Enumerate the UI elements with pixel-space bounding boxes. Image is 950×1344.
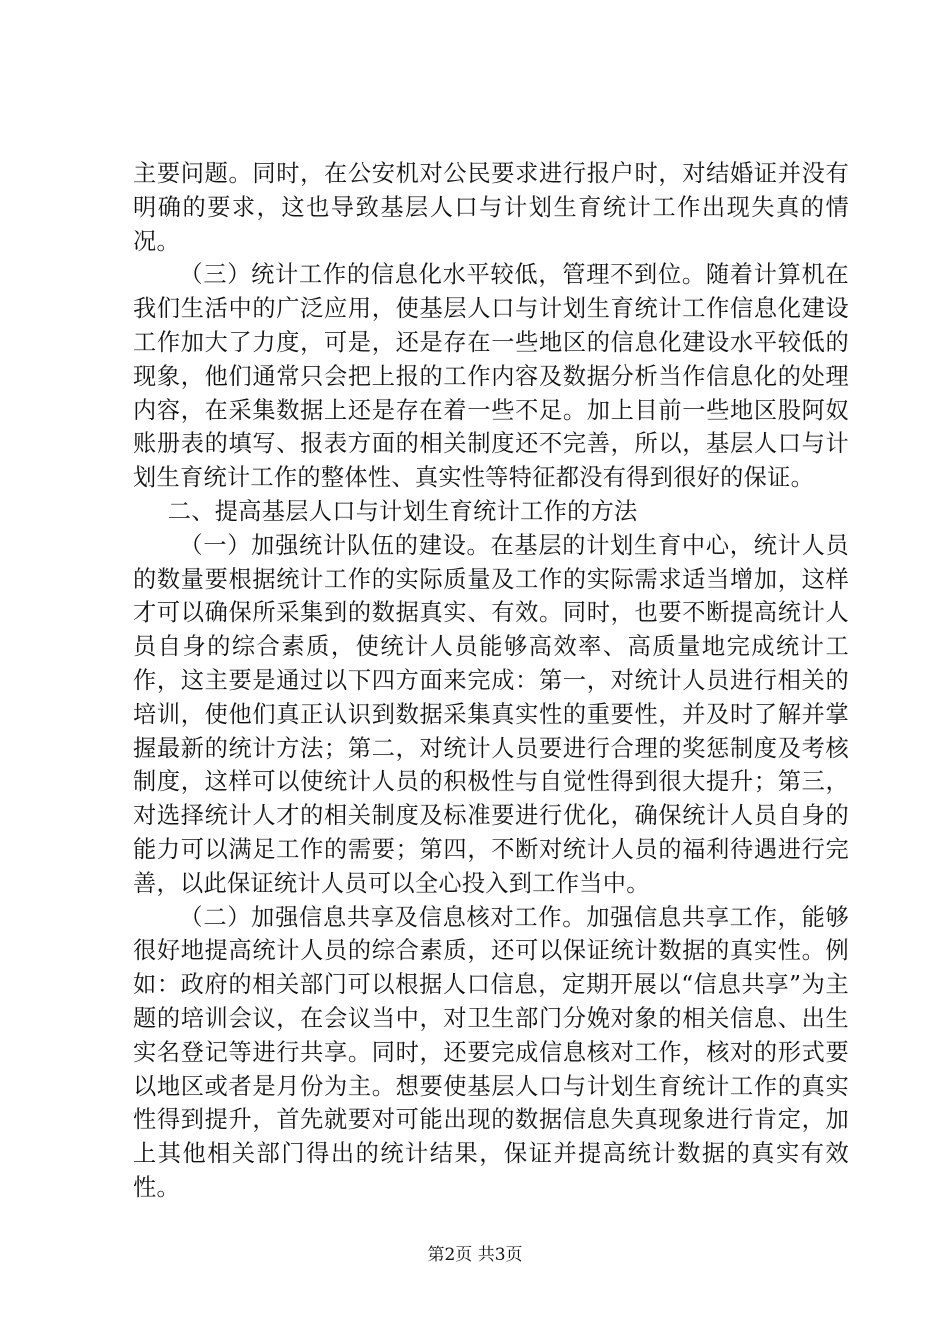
paragraph-section-3: （三）统计工作的信息化水平较低，管理不到位。随着计算机在我们生活中的广泛应用，使基层人口与计划生育统计工作信息化建设工作加大了力度，可是，还是存在一些地区的信息化建设水平较低的现象，他们通常只会把上报的工作内容及数据分析当作信息化的处理内容，在采集数据上还是存在着一些不足。加上目前一些地区股阿奴账册表的填写、报表方面的相关制度还不完善，所以，基层人口与计划生育统计工作的整体性、真实性等特征都没有得到很好的保证。: [133, 261, 849, 492]
paragraph-continuation: 主要问题。同时，在公安机对公民要求进行报户时，对结婚证并没有明确的要求，这也导致基层人口与计划生育统计工作出现失真的情况。: [133, 160, 849, 255]
paragraph-subsection-2: （二）加强信息共享及信息核对工作。加强信息共享工作，能够很好地提高统计人员的综合素质，还可以保证统计数据的真实性。例如：政府的相关部门可以根据人口信息，定期开展以“信息共享”为主题的培训会议，在会议当中，对卫生部门分娩对象的相关信息、出生实名登记等进行共享。同时，还要完成信息核对工作，核对的形式要以地区或者是月份为主。想要使基层人口与计划生育统计工作的真实性得到提升，首先就要对可能出现的数据信息失真现象进行肯定，加上其他相关部门得出的统计结果，保证并提高统计数据的真实有效性。: [133, 903, 849, 1201]
page-number: 第2页 共3页: [427, 1245, 523, 1265]
section-heading: 二、提高基层人口与计划生育统计工作的方法: [167, 497, 638, 525]
document-body: [133, 157, 849, 1205]
paragraph-subsection-1: （一）加强统计队伍的建设。在基层的计划生育中心，统计人员的数量要根据统计工作的实际质量及工作的实际需求适当增加，这样才可以确保所采集到的数据真实、有效。同时，也要不断提高统计人员自身的综合素质，使统计人员能够高效率、高质量地完成统计工作，这主要是通过以下四方面来完成：第一，对统计人员进行相关的培训，使他们真正认识到数据采集真实性的重要性，并及时了解并掌握最新的统计方法；第二，对统计人员要进行合理的奖惩制度及考核制度，这样可以使统计人员的积极性与自觉性得到很大提升；第三，对选择统计人才的相关制度及标准要进行优化，确保统计人员自身的能力可以满足工作的需要；第四，不断对统计人员的福利待遇进行完善，以此保证统计人员可以全心投入到工作当中。: [133, 531, 849, 897]
page-footer: [0, 1244, 950, 1266]
